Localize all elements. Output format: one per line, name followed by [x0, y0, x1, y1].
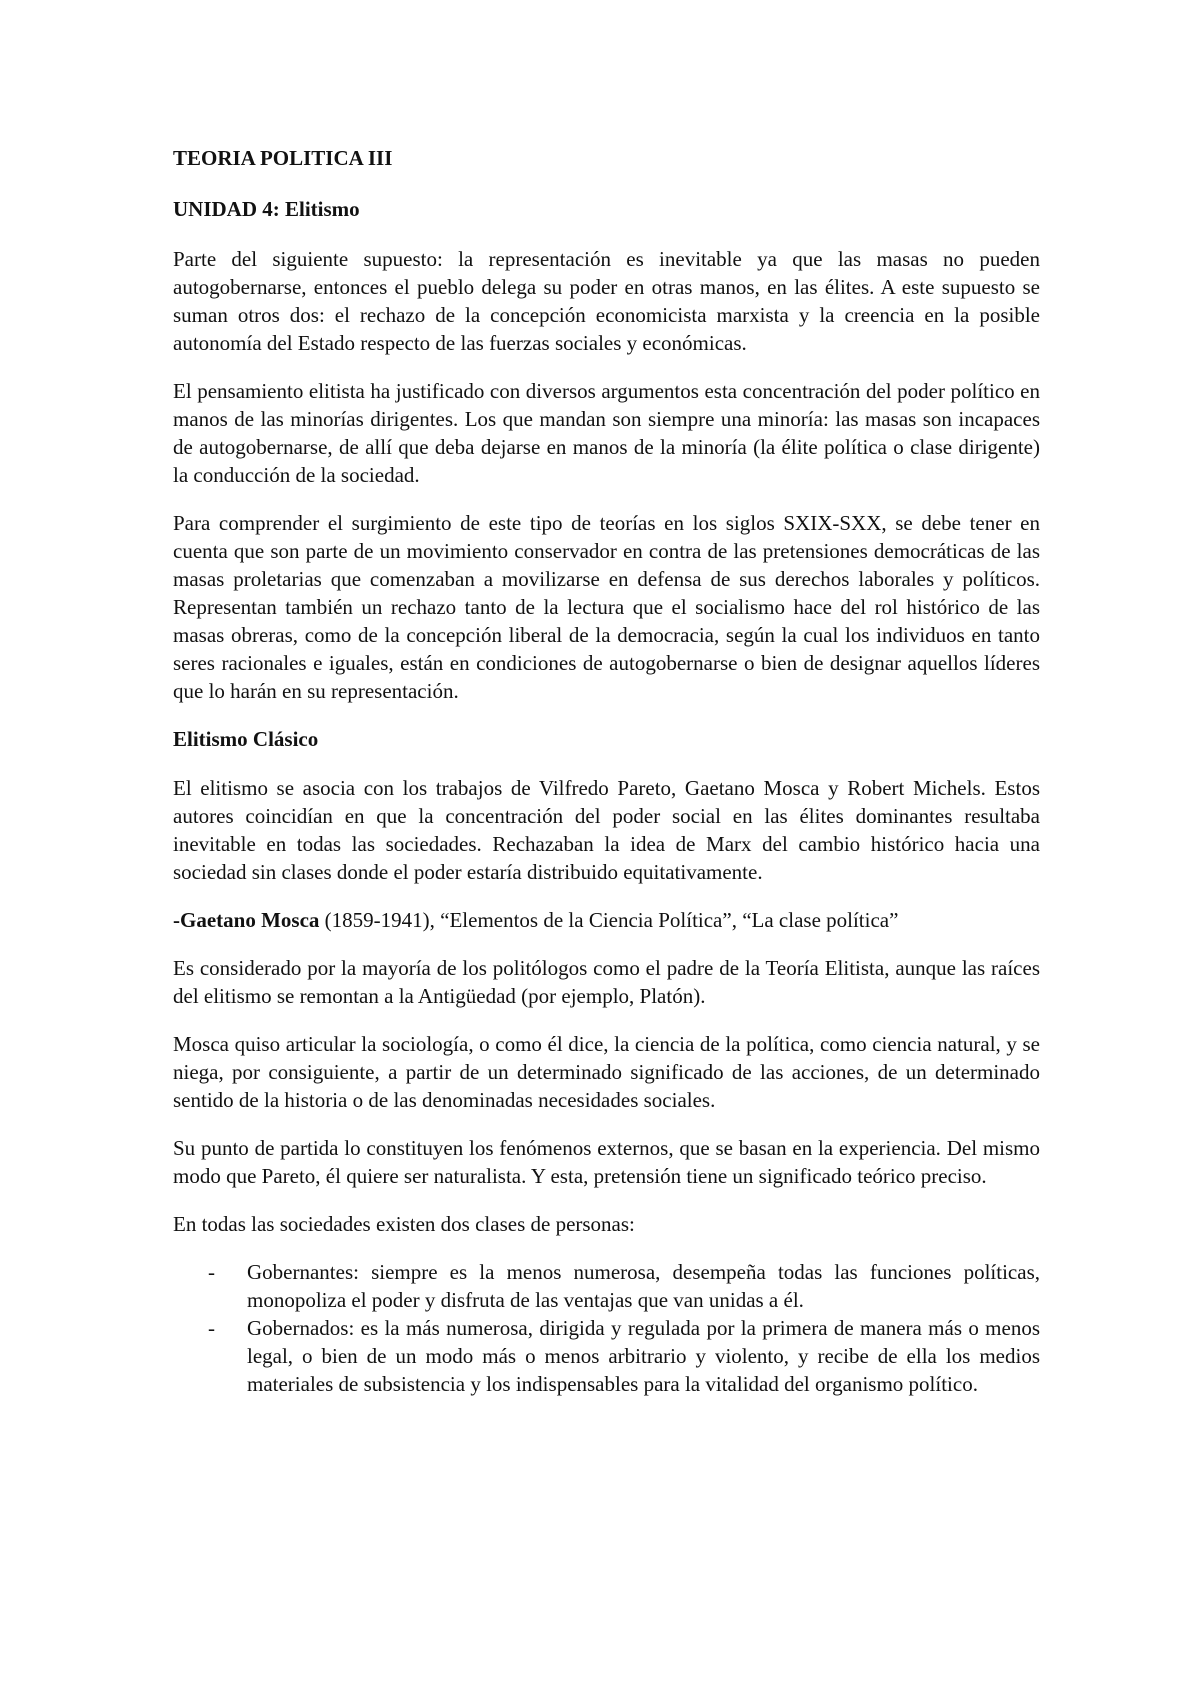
mosca-dash: - [173, 908, 180, 932]
paragraph-mosca-1: Es considerado por la mayoría de los politólogos como el padre de la Teoría Elitista, aunque las raíces del elitismo se remontan a la Antigüedad (por ejemplo, Platón). [173, 956, 1040, 1008]
classes-list [173, 1258, 1040, 1398]
list-item [173, 1258, 1040, 1314]
paragraph-mosca-4: En todas las sociedades existen dos clases de personas: [173, 1212, 635, 1236]
paragraph-intro-2: El pensamiento elitista ha justificado con diversos argumentos esta concentración del poder político en manos de las minorías dirigentes. Los que mandan son siempre una minoría: las masas son incapaces de autogobernarse, de allí que deba dejarse en manos de la minoría (la élite política o clase dirigente) la conducción de la sociedad. [173, 379, 1040, 487]
paragraph-mosca-2: Mosca quiso articular la sociología, o como él dice, la ciencia de la política, como ciencia natural, y se niega, por consiguiente, a partir de un determinado significado de las acciones, de un determinado sentido de la historia o de las denominadas necesidades sociales. [173, 1032, 1040, 1112]
paragraph-mosca-3: Su punto de partida lo constituyen los fenómenos externos, que se basan en la experiencia. Del mismo modo que Pareto, él quiere ser naturalista. Y esta, pretensión tiene un significado teórico preciso. [173, 1136, 1040, 1188]
paragraph-intro-1: Parte del siguiente supuesto: la representación es inevitable ya que las masas no pueden autogobernarse, entonces el pueblo delega su poder en otras manos, en las élites. A este supuesto se suman otros dos: el rechazo de la concepción economicista marxista y la creencia en la posible autonomía del Estado respecto de las fuerzas sociales y económicas. [173, 247, 1040, 355]
list-item [173, 1314, 1040, 1398]
list-dash: - [208, 1316, 215, 1340]
mosca-name: Gaetano Mosca [180, 908, 320, 932]
mosca-heading-line [173, 906, 1040, 934]
list-item-text: Gobernantes: siempre es la menos numerosa, desempeña todas las funciones políticas, monopoliza el poder y disfruta de las ventajas que van unidas a él. [247, 1260, 1040, 1312]
list-dash: - [208, 1260, 215, 1284]
mosca-works: (1859-1941), “Elementos de la Ciencia Política”, “La clase política” [319, 908, 899, 932]
paragraph-classic: El elitismo se asocia con los trabajos de Vilfredo Pareto, Gaetano Mosca y Robert Michels. Estos autores coincidían en que la concentración del poder social en las élites dominantes resultaba inevitable en todas las sociedades. Rechazaban la idea de Marx del cambio histórico hacia una sociedad sin clases donde el poder estaría distribuido equitativamente. [173, 776, 1040, 884]
unit-title: UNIDAD 4: Elitismo [173, 197, 360, 221]
paragraph-intro-3: Para comprender el surgimiento de este tipo de teorías en los siglos SXIX-SXX, se debe tener en cuenta que son parte de un movimiento conservador en contra de las pretensiones democráticas de las masas proletarias que comenzaban a movilizarse en defensa de sus derechos laborales y políticos. Representan también un rechazo tanto de la lectura que el socialismo hace del rol histórico de las masas obreras, como de la concepción liberal de la democracia, según la cual los individuos en tanto seres racionales e iguales, están en condiciones de autogobernarse o bien de designar aquellos líderes que lo harán en su representación. [173, 511, 1040, 703]
list-item-text: Gobernados: es la más numerosa, dirigida y regulada por la primera de manera más o menos legal, o bien de un modo más o menos arbitrario y violento, y recibe de ella los medios materiales de subsistencia y los indispensables para la vitalidad del organismo político. [247, 1316, 1040, 1396]
document-title: TEORIA POLITICA III [173, 146, 393, 170]
section-heading: Elitismo Clásico [173, 727, 319, 751]
